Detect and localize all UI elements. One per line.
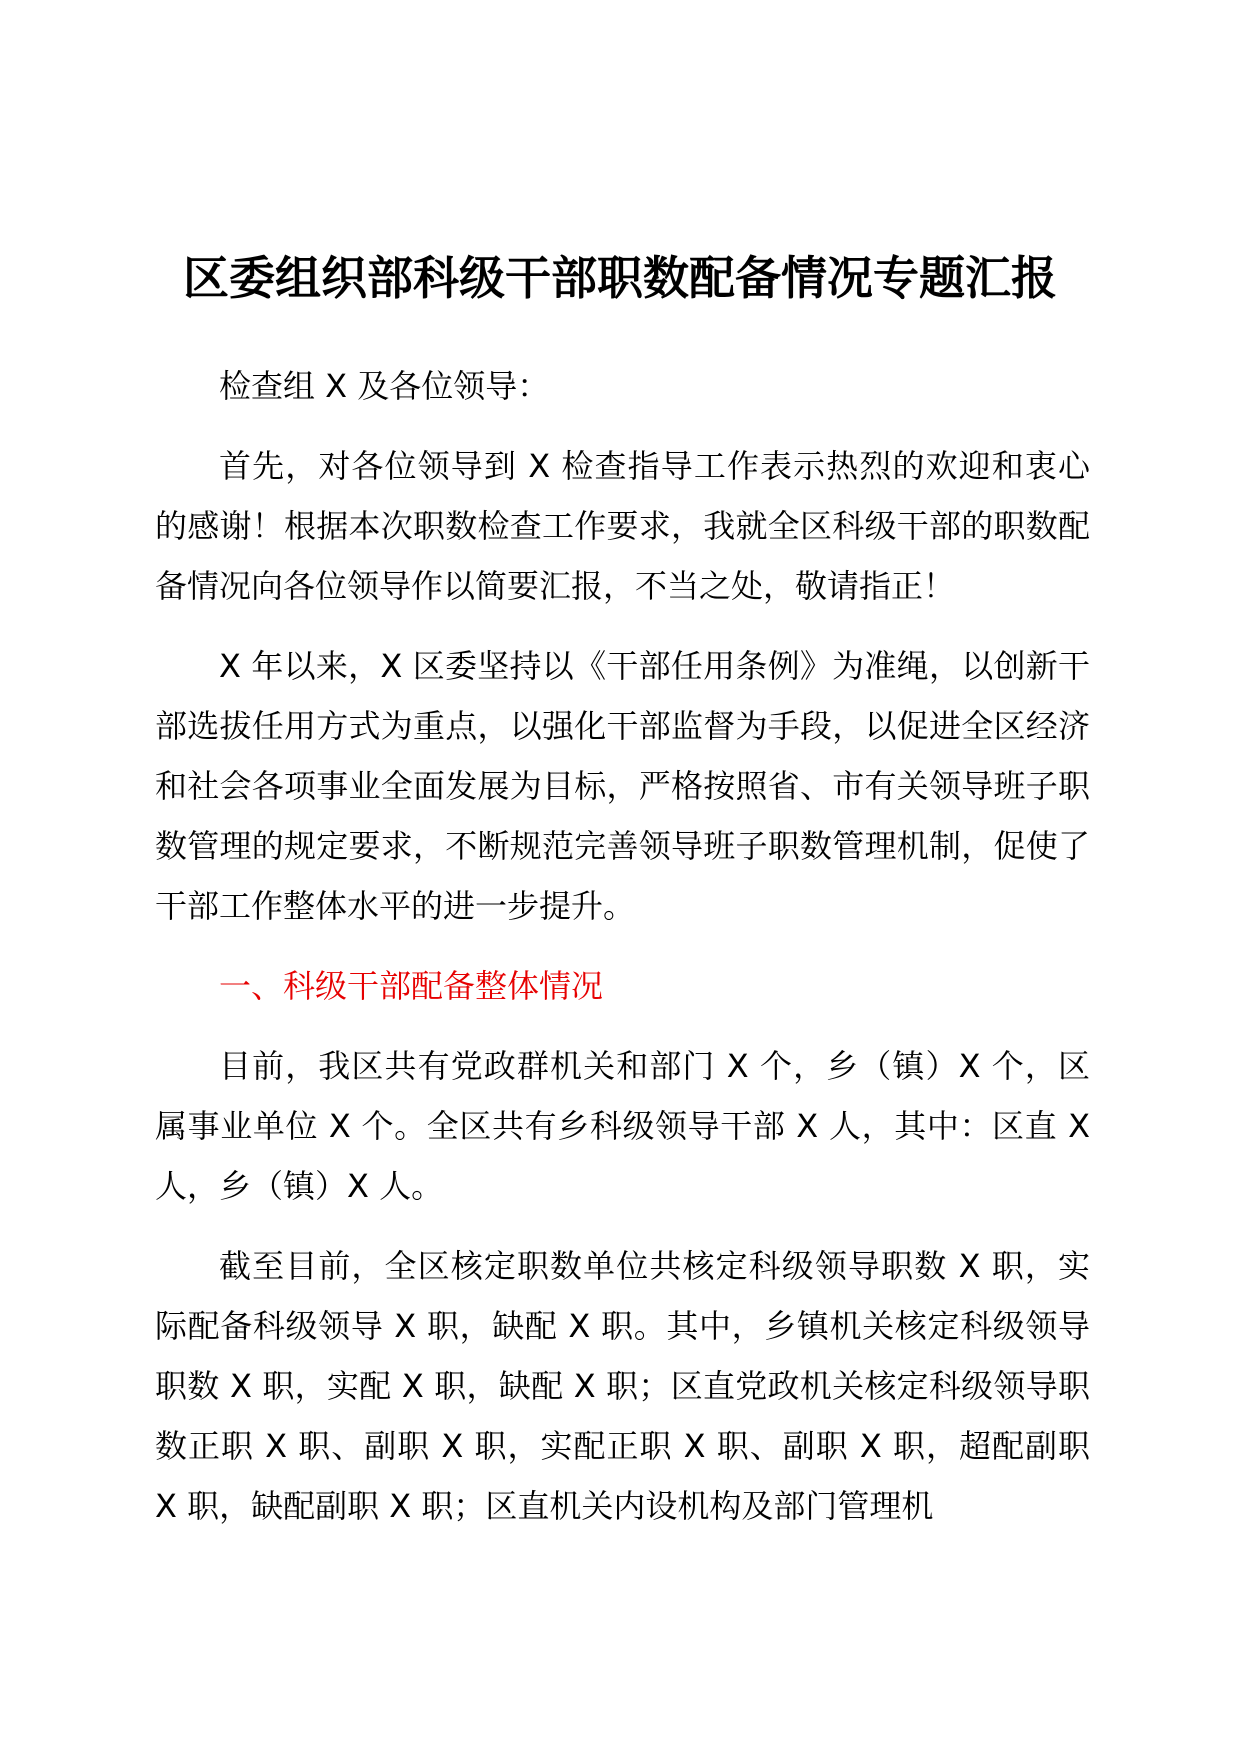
greeting-paragraph: 检查组 X 及各位领导： [219,367,550,405]
opening-paragraph: 首先，对各位领导到 X 检查指导工作表示热烈的欢迎和衷心的感谢！根据本次职数检查工作要求，我就全区科级干部的职数配备情况向各位领导作以简要汇报，不当之处，敬请指正！ [155,447,1090,605]
document-body [155,356,1090,1556]
units-paragraph: 目前，我区共有党政群机关和部门 X 个，乡（镇）X 个，区属事业单位 X 个。全区共有乡科级领导干部 X 人，其中：区直 X 人，乡（镇）X 人。 [155,1047,1090,1205]
document-title: 区委组织部科级干部职数配备情况专题汇报 [183,251,1057,305]
background-paragraph: X 年以来，X 区委坚持以《干部任用条例》为准绳，以创新干部选拔任用方式为重点，以强化干部监督为手段，以促进全区经济和社会各项事业全面发展为目标，严格按照省、市有关领导班子职数管理的规定要求，不断规范完善领导班子职数管理机制，促使了干部工作整体水平的进一步提升。 [155,647,1090,925]
section-heading: 一、科级干部配备整体情况 [219,967,604,1005]
staffing-paragraph: 截至目前，全区核定职数单位共核定科级领导职数 X 职，实际配备科级领导 X 职，缺配 X 职。其中，乡镇机关核定科级领导职数 X 职，实配 X 职，缺配 X 职；区直党政机关核定科级领导职数正职 X 职、副职 X 职，实配正职 X 职、副职 X 职，超配副职 X 职，缺配副职 X 职；区直机关内设机构及部门管理机 [155,1247,1090,1525]
